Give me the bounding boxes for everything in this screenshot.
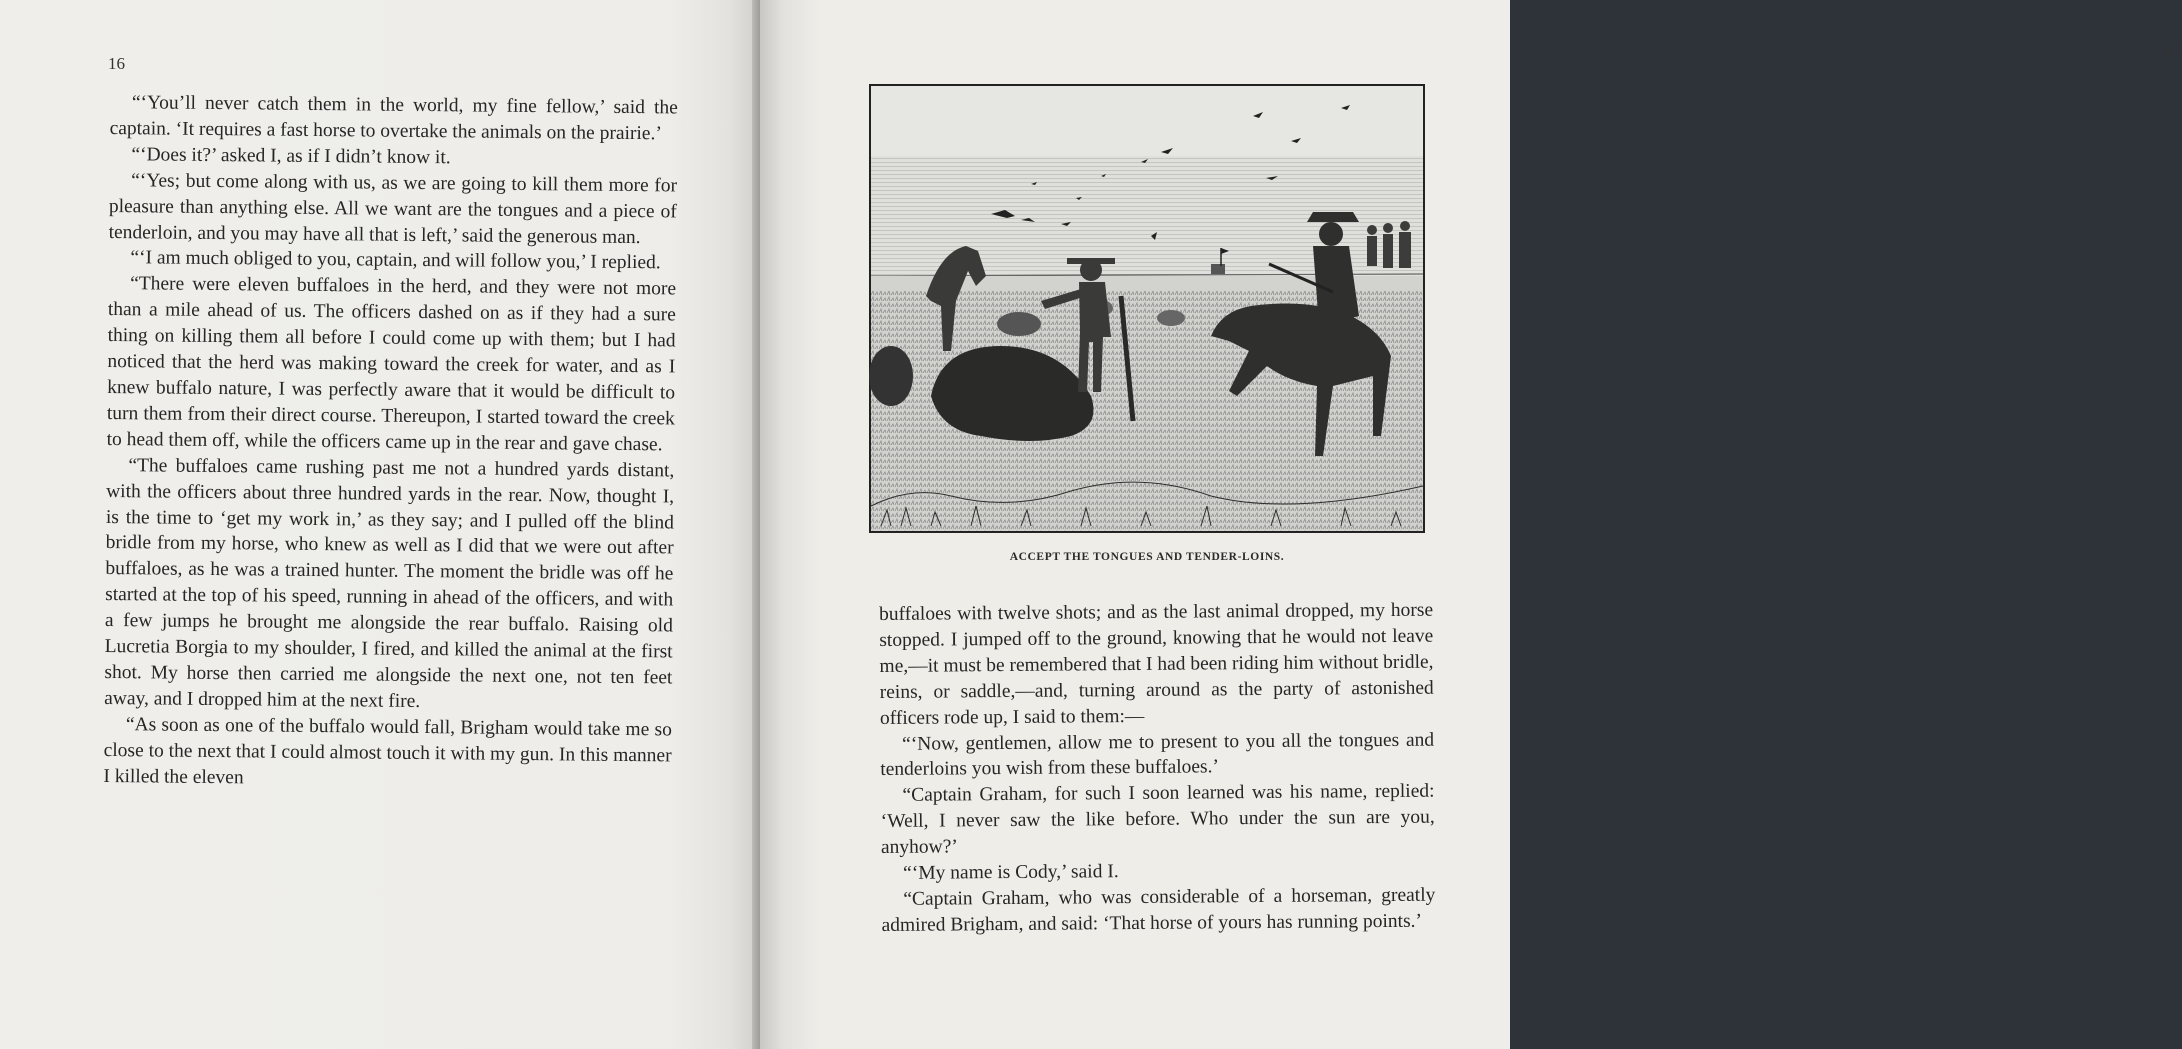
paragraph: “The buffaloes came rushing past me not a hundred yards distant, with the officers about three hundred yards in the rear. Now, thought I, is the time to ‘get my work in,’ as they say; and I pulled off the blind bridle from my horse, who knew as well as I did that we were out after buffaloes, as he was a trained hunter. The moment the bridle was off he started at the top of his speed, running in ahead of the officers, and with a few jumps he brought me alongside the rear buffalo. Raising old Lucretia Borgia to my shoulder, I fired, and killed the animal at the first shot. My horse then carried me alongside the next one, not ten feet away, and I dropped him at the next fire.	[104, 454, 675, 712]
page-number-right: 17	[2165, 42, 2182, 61]
paragraph: “‘Yes; but come along with us, as we are going to kill them more for pleasure than anything else. All we want are the tongues and a piece of tenderloin, and you may have all that is left,’ said the generous man.	[108, 169, 678, 248]
paragraph: “‘You’ll never catch them in the world, my fine fellow,’ said the captain. ‘It requires a fast horse to overtake the animals on the prairie.’	[109, 92, 678, 145]
paragraph: “‘Does it?’ asked I, as if I didn’t know it.	[131, 144, 451, 169]
far-riders	[1367, 221, 1411, 268]
page-number-left: 16	[108, 54, 125, 73]
paragraph: “As soon as one of the buffalo would fall, Brigham would take me so close to the next that I could almost touch it with my gun. In this manner I killed the eleven	[103, 713, 672, 788]
left-page	[0, 0, 760, 1049]
paragraph: “‘I am much obliged to you, captain, and will follow you,’ I replied.	[130, 247, 661, 274]
left-page-text	[103, 90, 678, 795]
paragraph: “‘Now, gentlemen, allow me to present to you all the tongues and tenderloins you wish from these buffaloes.’	[880, 729, 1435, 781]
paragraph: “There were eleven buffaloes in the herd, and they were not more than a mile ahead of us. The officers dashed on as if they had a sure thing on killing them all before I could come up with them; but I had noticed that the herd was making toward the creek for water, and as I knew buffalo nature, I was perfectly aware that it would be difficult to turn them from their direct course. Thereupon, I started toward the creek to head them off, while the officers came up in the rear and gave chase.	[106, 273, 677, 456]
buffalo-hunt-illustration	[869, 84, 1425, 533]
paragraph: “Captain Graham, who was considerable of a horseman, greatly admired Brigham, and said: ‘That horse of yours has running points.’	[881, 884, 1436, 936]
paragraph: buffaloes with twelve shots; and as the last animal dropped, my horse stopped. I jumped off to the ground, knowing that he would not leave me,—it must be remembered that I had been riding him without bridle, reins, or saddle,—and, turning around as the party of astonished officers rode up, I said to them:—	[879, 599, 1434, 729]
paragraph: “Captain Graham, for such I soon learned was his name, replied: ‘Well, I never saw the like before. Who under the sun are you, anyhow?’	[880, 780, 1435, 859]
right-page-text	[879, 598, 1436, 939]
illustration-caption: ACCEPT THE TONGUES AND TENDER-LOINS.	[1009, 551, 1285, 563]
paragraph: “‘My name is Cody,’ said I.	[903, 861, 1119, 884]
